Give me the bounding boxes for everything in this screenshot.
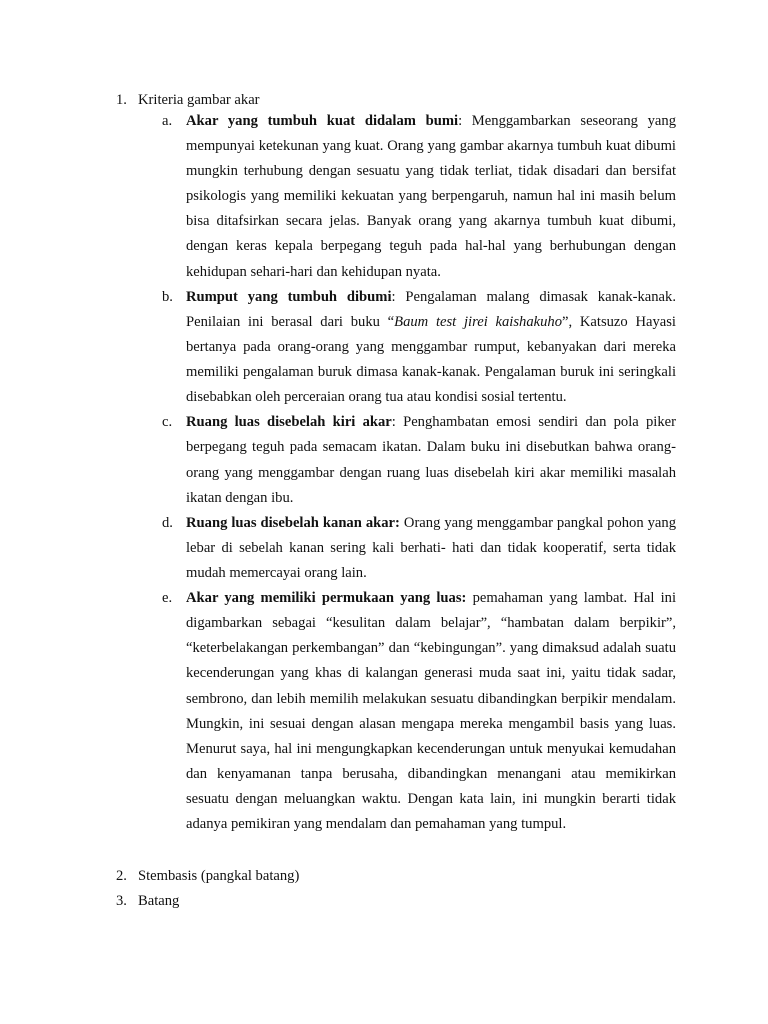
sub-text: : Menggambarkan seseorang yang mempunyai ketekunan yang kuat. Orang yang gambar akarnya tumbuh kuat dibumi mungkin terhubung dengan sesuatu yang tidak terliat, tidak disadari dan bersifat psikologis yang memiliki kekuatan yang berpengaruh, namun hal ini masih belum bisa ditafsirkan secara jelas. Banyak orang yang akarnya tumbuh kuat dibumi, dengan keras kepala berpegang teguh pada hal-hal yang berhubungan dengan kehidupan sehari-hari dan kehidupan nyata. bbox=[186, 113, 676, 280]
sub-term: Akar yang memiliki permukaan yang luas: bbox=[186, 590, 467, 607]
section-title: Batang bbox=[138, 893, 180, 909]
list-number: 1. bbox=[116, 92, 127, 108]
sub-letter: b. bbox=[162, 288, 173, 305]
sub-item-a bbox=[160, 109, 676, 285]
sub-item-d bbox=[160, 511, 676, 586]
sub-term: Ruang luas disebelah kanan akar: bbox=[186, 514, 400, 531]
sub-text: : Penghambatan emosi sendiri dan pola piker berpegang teguh pada semacam ikatan. Dalam buku ini disebutkan bahwa orang-orang yang menggambar dengan ruang luas disebelah kiri akar memiliki masalah ikatan dengan ibu. bbox=[186, 414, 676, 506]
sub-term: Akar yang tumbuh kuat didalam bumi bbox=[186, 113, 459, 129]
sub-letter: a. bbox=[162, 113, 173, 129]
sub-text: : Pengalaman malang dimasak kanak-kanak. Penilaian ini berasal dari buku “ bbox=[186, 288, 676, 330]
sub-list bbox=[160, 109, 676, 837]
sub-letter: e. bbox=[162, 590, 173, 607]
section-title: Kriteria gambar akar bbox=[138, 92, 260, 108]
bottom-list bbox=[116, 864, 676, 914]
list-item-2 bbox=[116, 864, 676, 889]
list-number: 3. bbox=[116, 893, 127, 909]
sub-item-e bbox=[160, 586, 676, 837]
sub-letter: d. bbox=[162, 514, 173, 531]
book-title: Baum test jirei kaishakuho bbox=[394, 313, 562, 330]
sub-item-c bbox=[160, 410, 676, 510]
list-number: 2. bbox=[116, 868, 127, 884]
list-item-3 bbox=[116, 889, 676, 914]
sub-text-continued: ”, Katsuzo Hayasi bertanya pada orang-orang yang menggambar rumput, kebanyakan dari mereka memiliki pengalaman buruk dimasa kanak-kanak. Pengalaman buruk ini seringkali disebabkan oleh perceraian orang tua atau kondisi sosial tertentu. bbox=[186, 313, 676, 406]
sub-text: pemahaman yang lambat. Hal ini digambarkan sebagai “kesulitan dalam belajar”, “hambatan dalam berpikir”, “keterbelakangan perkembangan” dan “kebingungan”. yang dimaksud adalah suatu kecenderungan yang khas di kalangan generasi muda saat ini, yaitu tidak sadar, sembrono, dan lebih memilih melakukan sesuatu dibandingkan berpikir mendalam. Mungkin, ini sesuai dengan alasan mengapa mereka mengambil basis yang luas. Menurut saya, hal ini mengungkapkan kecenderungan untuk menyukai kemudahan dan kenyamanan tanpa berusaha, dibandingkan menangani atau memikirkan sesuatu dengan meluangkan waktu. Dengan kata lain, ini mungkin berarti tidak adanya pemikiran yang mendalam dan pemahaman yang tumpul. bbox=[186, 590, 676, 832]
sub-term: Rumput yang tumbuh dibumi bbox=[186, 288, 392, 305]
section-title: Stembasis (pangkal batang) bbox=[138, 868, 300, 884]
sub-letter: c. bbox=[162, 414, 173, 431]
sub-text: Orang yang menggambar pangkal pohon yang lebar di sebelah kanan sering kali berhati- hati dan tidak kooperatif, serta tidak mudah memercayai orang lain. bbox=[186, 514, 676, 581]
sub-term: Ruang luas disebelah kiri akar bbox=[186, 414, 392, 431]
sub-item-b bbox=[160, 285, 676, 410]
